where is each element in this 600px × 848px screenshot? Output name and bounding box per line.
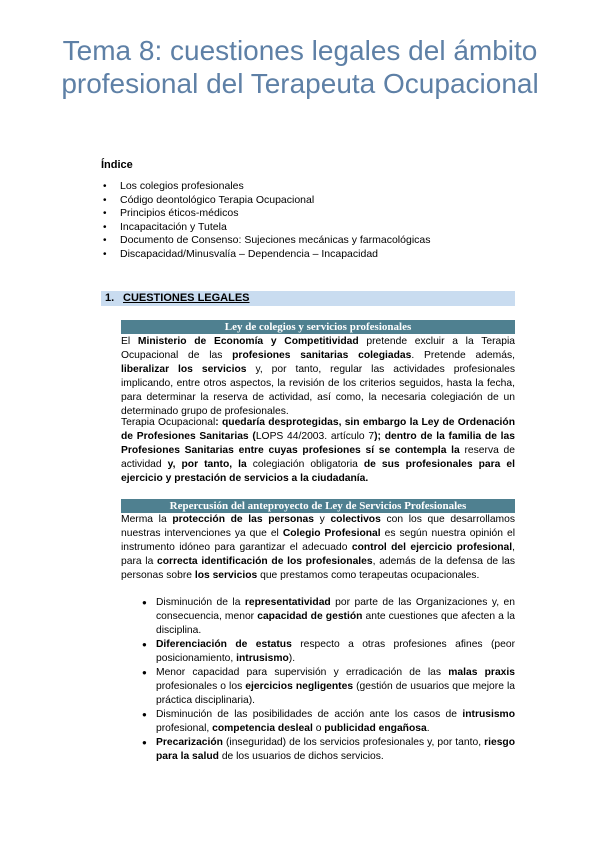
text-run: respecto a otras profesiones afines (peor posicionamiento,: [156, 639, 516, 664]
emphasis-text: representatividad: [244, 597, 331, 608]
emphasis-text: ejercicios negligentes: [245, 681, 354, 692]
list-item: [121, 638, 515, 666]
index-item: • Discapacidad/Minusvalía – Dependencia – Incapacidad: [101, 248, 521, 262]
section-number: 1.: [105, 292, 115, 304]
text-run: y: [314, 514, 331, 525]
text-run: y, por tanto, regular las actividades profesionales implicando, entre otros aspectos, la revisión de los criterios seguidos, hasta la fecha, para determinar la reserva de actividad, así como, la necesaria colegiación de un determinado grupo de profesionales.: [121, 364, 515, 417]
text-run: de los usuarios de dichos servicios.: [218, 751, 384, 762]
list-item: [121, 736, 515, 764]
text-run: colegiación obligatoria: [252, 459, 358, 470]
text-run: pretende excluir a la Terapia Ocupacional de las: [121, 336, 515, 361]
text-run: . Pretende además,: [411, 350, 515, 361]
paragraph: [121, 416, 515, 486]
emphasis-text: publicidad engañosa: [324, 723, 427, 734]
text-run: (inseguridad) de los servicios profesionales y, por tanto,: [222, 737, 485, 748]
text-run: Menor capacidad para supervisión y erradicación de las: [156, 667, 449, 678]
text-run: o: [312, 723, 325, 734]
text-run: reserva de actividad: [121, 445, 515, 470]
text-run: ).: [288, 653, 296, 664]
text-run: (gestión de usuarios que mejore la práctica disciplinaria).: [156, 681, 515, 706]
paragraph: [121, 513, 515, 583]
emphasis-text: los servicios: [194, 570, 258, 581]
text-run: Disminución de la: [156, 597, 245, 608]
text-run: Terapia Ocupacional: [121, 417, 216, 428]
index-item: • Código deontológico Terapia Ocupacional: [101, 194, 521, 208]
text-run: Merma la: [121, 514, 173, 525]
text-run: por parte de las Organizaciones y, en consecuencia, menor: [156, 597, 515, 622]
page-title: Tema 8: cuestiones legales del ámbito profesional del Terapeuta Ocupacional: [61, 35, 539, 99]
emphasis-text: intrusismo: [462, 709, 515, 720]
text-run: , además de la defensa de las personas sobre: [121, 556, 516, 581]
subsection-band-ley-colegios: Ley de colegios y servicios profesionales: [121, 320, 515, 334]
emphasis-text: de sus profesionales para el ejercicio y prestación de servicios a la ciudadanía.: [121, 459, 515, 484]
text-run: LOPS 44/2003. artículo 7: [255, 431, 375, 442]
emphasis-text: Precarización: [156, 737, 223, 748]
emphasis-text: profesiones sanitarias colegiadas: [232, 350, 412, 361]
emphasis-text: competencia desleal: [212, 723, 313, 734]
text-run: es según nuestra opinión el instrumento idóneo para garantizar el adecuado: [121, 528, 515, 553]
index-item: • Principios éticos-médicos: [101, 207, 521, 221]
emphasis-text: riesgo para la salud: [156, 737, 515, 762]
consequences-list: [121, 596, 515, 764]
emphasis-text: ); dentro de la familia de las Profesiones Sanitarias entre cuyas profesiones sí se contempla la: [121, 431, 515, 456]
emphasis-text: Ministerio de Economía y Competitividad: [137, 336, 359, 347]
text-run: profesionales o los: [156, 681, 246, 692]
emphasis-text: : quedaría desprotegidas, sin embargo la Ley de Ordenación de Profesiones Sanitarias (: [121, 417, 515, 442]
text-run: .: [426, 723, 430, 734]
text-run: con los que desarrollamos nuestras intervenciones ya que el: [121, 514, 515, 539]
index-item: • Incapacitación y Tutela: [101, 221, 521, 235]
emphasis-text: malas praxis: [448, 667, 515, 678]
index-item: • Los colegios profesionales: [101, 180, 521, 194]
text-run: ante cuestiones que afecten a la disciplina.: [156, 611, 515, 636]
text-run: Disminución de las posibilidades de acción ante los casos de: [156, 709, 463, 720]
emphasis-text: intrusismo: [236, 653, 289, 664]
emphasis-text: Diferenciación de estatus: [156, 639, 292, 650]
section-title: CUESTIONES LEGALES: [123, 292, 250, 304]
list-item: [121, 596, 515, 638]
list-item: [121, 666, 515, 708]
text-run: que prestamos como terapeutas ocupacionales.: [257, 570, 480, 581]
text-run: profesional,: [156, 723, 213, 734]
emphasis-text: colectivos: [330, 514, 381, 525]
emphasis-text: Colegio Profesional: [282, 528, 381, 539]
emphasis-text: y, por tanto, la: [161, 459, 253, 470]
section-heading: [101, 291, 515, 306]
index-list: [101, 180, 521, 262]
paragraph: [121, 335, 515, 419]
emphasis-text: capacidad de gestión: [257, 611, 363, 622]
index-heading: Índice: [101, 159, 133, 171]
emphasis-text: correcta identificación de los profesionales: [157, 556, 373, 567]
index-item: • Documento de Consenso: Sujeciones mecánicas y farmacológicas: [101, 234, 521, 248]
text-run: , para la: [121, 542, 516, 567]
subsection-band-repercusion: Repercusión del anteproyecto de Ley de Servicios Profesionales: [121, 499, 515, 513]
text-run: El: [121, 336, 138, 347]
emphasis-text: control del ejercicio profesional: [351, 542, 513, 553]
list-item: [121, 708, 515, 736]
emphasis-text: liberalizar los servicios: [121, 364, 247, 375]
emphasis-text: protección de las personas: [172, 514, 315, 525]
